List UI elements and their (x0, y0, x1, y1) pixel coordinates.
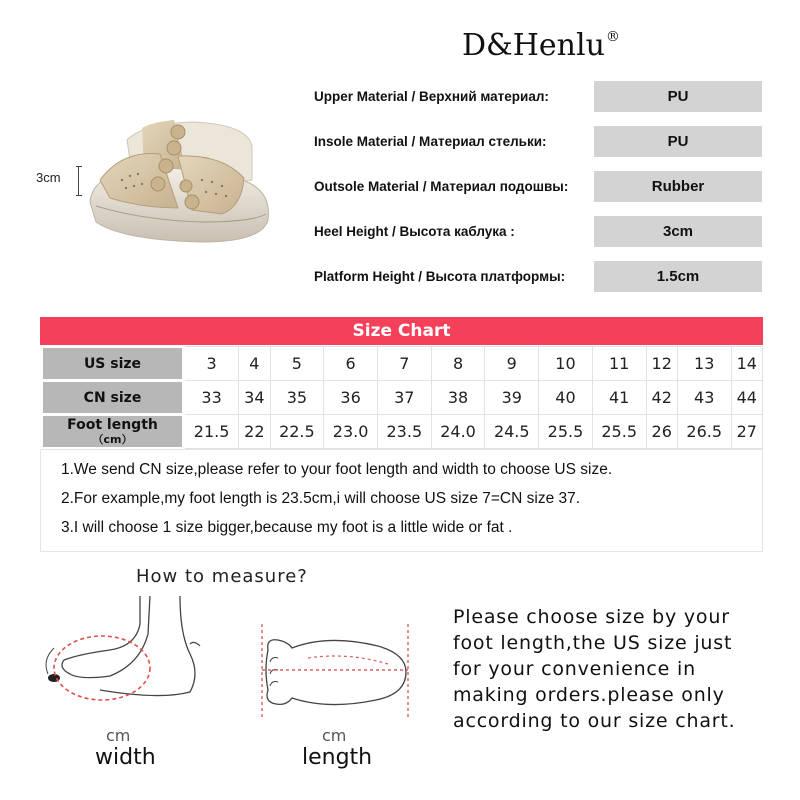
size-chart-title: Size Chart (40, 317, 763, 345)
size-cell: 14 (731, 347, 762, 381)
spec-label-outsole: Outsole Material / Материал подошвы: (314, 179, 569, 194)
size-cell: 42 (646, 381, 677, 415)
size-cell: 36 (324, 381, 378, 415)
advice-text (453, 604, 773, 734)
size-cell: 41 (592, 381, 646, 415)
size-cell: 12 (646, 347, 677, 381)
spec-value-upper: PU (594, 81, 762, 112)
size-row-header-unit: （cm） (92, 432, 133, 446)
size-cell: 10 (539, 347, 593, 381)
size-row-cn (42, 381, 763, 415)
length-unit: cm (322, 726, 347, 745)
size-row-header (42, 347, 184, 381)
size-row-us (42, 347, 763, 381)
size-cell: 25.5 (539, 415, 593, 449)
advice-line-1: Please choose size by your (453, 606, 730, 628)
size-row-foot-length (42, 415, 763, 449)
sandal-product-image (82, 110, 302, 250)
note-2: 2.For example,my foot length is 23.5cm,i will choose US size 7=CN size 37. (61, 490, 581, 507)
advice-line-5: according to our size chart. (453, 710, 736, 732)
size-cell: 24.5 (485, 415, 539, 449)
height-marker-label: 3cm (36, 170, 61, 185)
size-cell: 3 (184, 347, 239, 381)
size-cell: 44 (731, 381, 762, 415)
size-row-header-label: CN size (83, 389, 142, 406)
size-cell: 22 (239, 415, 270, 449)
size-cell: 37 (377, 381, 431, 415)
size-cell: 35 (270, 381, 324, 415)
measure-title: How to measure? (136, 566, 308, 587)
size-cell: 7 (377, 347, 431, 381)
width-unit: cm (106, 726, 131, 745)
size-cell: 25.5 (592, 415, 646, 449)
foot-length-illustration (248, 624, 414, 720)
size-cell: 43 (677, 381, 731, 415)
spec-label-platform: Platform Height / Высота платформы: (314, 269, 566, 284)
size-cell: 34 (239, 381, 270, 415)
size-row-header-label: US size (83, 355, 142, 372)
note-3: 3.I will choose 1 size bigger,because my foot is a little wide or fat . (61, 519, 513, 536)
spec-label-heel: Heel Height / Высота каблука : (314, 224, 515, 239)
size-cell: 23.5 (377, 415, 431, 449)
brand-name: D&Henlu (462, 28, 605, 63)
size-cell: 21.5 (184, 415, 239, 449)
size-cell: 26.5 (677, 415, 731, 449)
size-cell: 5 (270, 347, 324, 381)
size-cell: 39 (485, 381, 539, 415)
size-cell: 38 (431, 381, 485, 415)
size-cell: 33 (184, 381, 239, 415)
size-cell: 22.5 (270, 415, 324, 449)
height-marker-icon (76, 166, 82, 196)
brand-logo (462, 28, 620, 63)
size-cell: 9 (485, 347, 539, 381)
note-1: 1.We send CN size,please refer to your foot length and width to choose US size. (61, 461, 613, 478)
size-cell: 23.0 (324, 415, 378, 449)
spec-value-outsole: Rubber (594, 171, 762, 202)
registered-mark: ® (605, 29, 620, 45)
advice-line-2: foot length,the US size just (453, 632, 733, 654)
size-row-header-label: Foot length (67, 416, 158, 433)
size-row-header (42, 415, 184, 449)
size-cell: 27 (731, 415, 762, 449)
foot-width-illustration (40, 594, 230, 716)
size-chart-table (40, 345, 763, 450)
size-cell: 13 (677, 347, 731, 381)
length-label: length (302, 745, 373, 770)
size-cell: 11 (592, 347, 646, 381)
size-cell: 4 (239, 347, 270, 381)
size-cell: 40 (539, 381, 593, 415)
advice-line-4: making orders.please only (453, 684, 725, 706)
spec-value-heel: 3cm (594, 216, 762, 247)
size-cell: 24.0 (431, 415, 485, 449)
spec-value-insole: PU (594, 126, 762, 157)
notes-box (40, 449, 763, 552)
spec-label-upper: Upper Material / Верхний материал: (314, 89, 549, 104)
size-row-header (42, 381, 184, 415)
size-cell: 8 (431, 347, 485, 381)
advice-line-3: for your convenience in (453, 658, 696, 680)
width-label: width (95, 745, 156, 770)
size-cell: 26 (646, 415, 677, 449)
spec-value-platform: 1.5cm (594, 261, 762, 292)
spec-label-insole: Insole Material / Материал стельки: (314, 134, 547, 149)
size-cell: 6 (324, 347, 378, 381)
